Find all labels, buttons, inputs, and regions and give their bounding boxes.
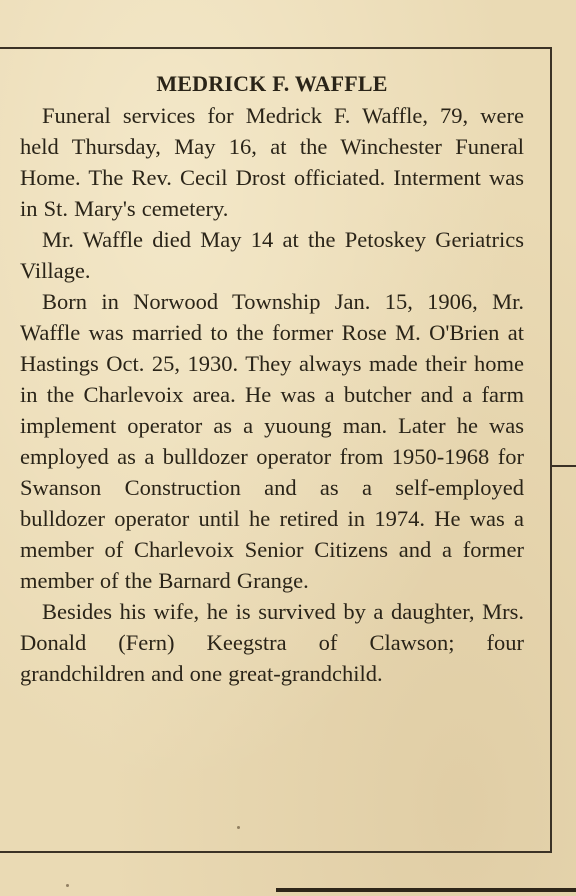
paragraph-death: Mr. Waffle died May 14 at the Petoskey Geriatrics Village. [20,227,524,283]
adjacent-column-rule [552,465,576,467]
print-speck [237,826,240,829]
obituary-headline: MEDRICK F. WAFFLE [156,71,388,96]
column-rule-right [550,47,552,853]
column-rule-top [0,47,552,49]
paragraph-funeral-services: Funeral services for Medrick F. Waffle, 79, were held Thursday, May 16, at the Winchester Funeral Home. The Rev. Cecil Drost officiated. Interment was in St. Mary's cemetery. [20,103,524,221]
obituary-article [20,68,524,689]
column-rule-bottom [0,851,552,853]
paragraph-survivors: Besides his wife, he is survived by a daughter, Mrs. Donald (Fern) Keegstra of Clawson; four grandchildren and one great-grandchild. [20,599,524,686]
print-speck [66,884,69,887]
paragraph-biography: Born in Norwood Township Jan. 15, 1906, Mr. Waffle was married to the former Rose M. O'Brien at Hastings Oct. 25, 1930. They always made their home in the Charlevoix area. He was a butcher and a farm implement operator as a yuoung man. Later he was employed as a bulldozer operator from 1950-1968 for Swanson Construction and as a self-employed bulldozer operator until he retired in 1974. He was a member of Charlevoix Senior Citizens and a former member of the Barnard Grange. [20,289,524,593]
footer-rule [276,888,576,892]
